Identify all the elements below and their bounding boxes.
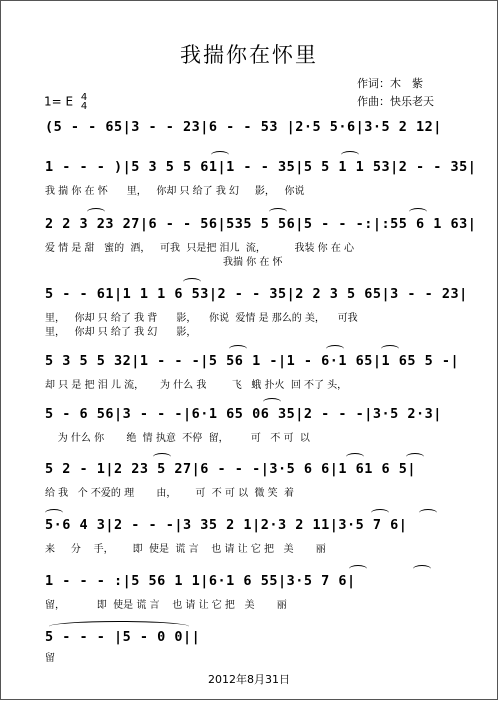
composer-credit: 作曲：快乐老天 xyxy=(357,95,434,108)
tie-mark xyxy=(45,509,63,517)
lyric-line-4b: 里， 你却 只 给了 我 幻 影， xyxy=(45,327,197,338)
notation-line-5: 5 3 5 5 32|1 - - -|5 56 1 -|1 - 6·1 65|1 65 5 -| xyxy=(45,353,460,369)
lyric-line-9: 留， 即 使是 谎 言 也 请 让 它 把 美 丽 xyxy=(45,600,287,611)
tie-mark xyxy=(346,453,364,461)
notation-line-1: (5 - - 65|3 - - 23|6 - - 53 |2·5 5·6|3·5 2 12| xyxy=(45,119,442,135)
footer-date: 2012年8月31日 xyxy=(208,673,290,686)
lyric-line-6: 为 什么 你 绝 情 执意 不停 留， 可 不 可 以 xyxy=(45,433,310,444)
tie-mark xyxy=(211,151,229,159)
tie-mark xyxy=(371,509,389,517)
lyric-line-8: 来 分 手， 即 使是 谎 言 也 请 让 它 把 美 丽 xyxy=(45,544,326,555)
tie-mark xyxy=(263,398,281,406)
tie-mark xyxy=(153,453,171,461)
tie-mark xyxy=(183,278,201,286)
lyric-line-10: 留 xyxy=(45,653,55,664)
tie-mark xyxy=(381,345,399,353)
lyric-line-4a: 里， 你却 只 给了 我 背 影， 你说 爱情 是 那么的 美， 可我 xyxy=(45,313,358,324)
lyric-line-7: 给 我 个 不爱的 理 由， 可 不 可 以 微 笑 着 xyxy=(45,488,295,499)
notation-line-9: 1 - - - :|5 56 1 1|6·1 6 55|3·5 7 6| xyxy=(45,573,356,589)
notation-line-8: 5·6 4 3|2 - - -|3 35 2 1|2·3 2 11|3·5 7 6| xyxy=(45,517,408,533)
tie-mark xyxy=(419,509,437,517)
tie-mark xyxy=(269,208,287,216)
notation-line-4: 5 - - 61|1 1 1 6 53|2 - - 35|2 2 3 5 65|3 - - 23| xyxy=(45,286,468,302)
tie-mark xyxy=(326,345,344,353)
key-signature xyxy=(44,93,87,111)
notation-line-6: 5 - 6 56|3 - - -|6·1 65 06 35|2 - - -|3·5 2·3| xyxy=(45,406,442,422)
time-signature-top: 4 xyxy=(80,92,88,103)
tie-mark xyxy=(87,208,105,216)
key-label: 1= E xyxy=(44,94,74,109)
lyric-line-2: 我 揣 你 在 怀 里， 你却 只 给了 我 幻 影， 你说 xyxy=(45,186,305,197)
tie-mark xyxy=(413,565,431,573)
tie-mark xyxy=(341,151,359,159)
notation-line-3: 2 2 3 23 27|6 - - 56|535 5 56|5 - - -:|:55 6 1 63| xyxy=(45,216,477,232)
tie-mark xyxy=(229,345,247,353)
notation-line-2: 1 - - - )|5 3 5 5 61|1 - - 35|5 5 1 1 53|2 - - 35| xyxy=(45,159,477,175)
lyric-line-5: 却 只 是 把 泪 儿 流， 为 什么 我 飞 蛾 扑火 回 不了 头， xyxy=(45,380,348,391)
time-signature-bottom: 4 xyxy=(80,101,88,112)
lyricist-credit: 作词：木 紫 xyxy=(357,77,423,90)
lyric-line-3b: 我揣 你 在 怀 xyxy=(45,257,283,268)
tie-mark xyxy=(406,453,424,461)
time-signature xyxy=(81,93,87,111)
notation-line-7: 5 2 - 1|2 23 5 27|6 - - -|3·5 6 6|1 61 6 5| xyxy=(45,461,416,477)
lyric-line-3a: 爱 情 是 甜 蜜的 酒， 可我 只是把 泪儿 流， 我装 你 在 心 xyxy=(45,243,355,254)
tie-mark xyxy=(409,208,427,216)
notation-line-10: 5 - - - |5 - 0 0|| xyxy=(45,629,201,645)
tie-mark xyxy=(349,565,367,573)
song-title: 我揣你在怀里 xyxy=(180,43,318,67)
